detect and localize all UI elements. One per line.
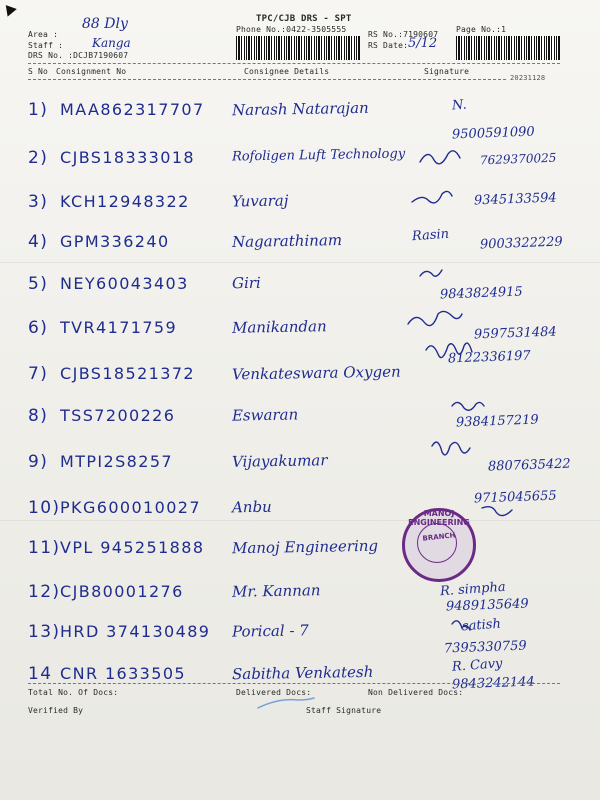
total-docs-label: Total No. Of Docs:	[28, 688, 119, 697]
row-phone-number: 9384157219	[455, 412, 539, 431]
row-consignee-name: Rofoligen Luft Technology	[231, 146, 406, 165]
row-consignee-name: Nagarathinam	[231, 231, 343, 251]
stamp-ring-text: MANOJ ENGINEERING	[408, 509, 470, 527]
row-phone-number: 9597531484	[473, 324, 557, 343]
row-serial-number: 8)	[28, 406, 49, 426]
row-consignment-number: VPL 945251888	[60, 538, 205, 557]
row-consignment-number: TVR4171759	[60, 318, 178, 337]
staff-signature-label: Staff Signature	[306, 706, 382, 715]
area-label: Area :	[28, 30, 59, 39]
row-consignee-name: Yuvaraj	[231, 191, 289, 211]
row-phone-number: 9489135649	[445, 596, 529, 615]
row-serial-number: 5)	[28, 274, 49, 294]
row-serial-number: 2)	[28, 148, 49, 168]
row-consignment-number: CJBS18521372	[60, 364, 195, 383]
row-serial-number: 6)	[28, 318, 49, 338]
staff-value: Kanga	[92, 36, 131, 50]
row-consignee-name: Manoj Engineering	[231, 536, 379, 558]
row-consignment-number: HRD 374130489	[60, 622, 211, 641]
delivered-docs-label: Delivered Docs:	[236, 688, 312, 697]
row-phone-number: 9500591090	[451, 124, 535, 143]
row-consignee-name: Venkateswara Oxygen	[231, 362, 401, 384]
row-consignment-number: CNR 1633505	[60, 664, 187, 683]
row-signature: Rasin	[411, 226, 450, 245]
row-serial-number: 14	[28, 664, 53, 684]
row-serial-number: 4)	[28, 232, 49, 252]
phone-number: Phone No.:0422-3505555	[236, 25, 347, 34]
row-consignment-number: GPM336240	[60, 232, 170, 251]
verified-by-label: Verified By	[28, 706, 84, 715]
row-consignee-name: Giri	[231, 273, 261, 293]
drs-number: DRS No. :DCJB7190607	[28, 51, 129, 60]
column-header-consignment: Consignment No	[56, 67, 127, 76]
staff-signature-mark	[256, 696, 316, 712]
row-consignment-number: PKG600010027	[60, 498, 201, 517]
row-serial-number: 11)	[28, 538, 61, 558]
row-serial-number: 10)	[28, 498, 61, 518]
row-phone-number: 9843242144	[451, 674, 535, 693]
column-header-signature: Signature	[424, 67, 470, 76]
non-delivered-docs-label: Non Delivered Docs:	[368, 688, 464, 697]
area-value: 88 Dly	[82, 16, 128, 32]
row-signature: satish	[461, 616, 502, 635]
row-phone-number: 7395330759	[443, 638, 527, 657]
row-phone-number: 9345133594	[473, 190, 557, 209]
staff-label: Staff :	[28, 41, 64, 50]
page-number: Page No.:1	[456, 25, 507, 34]
rs-date-value: 5/12	[408, 36, 438, 51]
stamp-center-text: BRANCH	[422, 531, 456, 543]
row-serial-number: 9)	[28, 452, 49, 472]
row-signature: R. simpha	[439, 579, 507, 600]
row-consignment-number: CJBS18333018	[60, 148, 195, 167]
rs-number: RS No.:7190607	[368, 30, 439, 39]
row-phone-number: 7629370025	[479, 150, 557, 168]
row-consignee-name: Manikandan	[231, 317, 327, 337]
row-consignee-name: Sabitha Venkatesh	[231, 662, 374, 684]
rs-date-label: RS Date:	[368, 41, 409, 50]
row-serial-number: 7)	[28, 364, 49, 384]
row-consignment-number: CJB80001276	[60, 582, 184, 601]
row-phone-number: 8122336197	[447, 348, 531, 367]
row-consignment-number: MTPI2S8257	[60, 452, 173, 471]
footer-divider	[28, 683, 560, 684]
row-serial-number: 1)	[28, 100, 49, 120]
row-consignee-name: Vijayakumar	[231, 451, 328, 471]
row-consignee-name: Anbu	[231, 497, 272, 517]
row-phone-number: 9003322229	[479, 234, 563, 253]
column-header-sno: S No	[28, 67, 49, 76]
row-signature: R. Cavy	[451, 656, 503, 675]
row-consignment-number: KCH12948322	[60, 192, 190, 211]
row-phone-number: 9843824915	[439, 284, 523, 303]
print-date: 20231128	[510, 74, 546, 82]
row-consignee-name: Mr. Kannan	[231, 581, 321, 601]
row-phone-number: 8807635422	[487, 456, 571, 475]
sheet-title: TPC/CJB DRS - SPT	[256, 14, 352, 24]
row-consignment-number: MAA862317707	[60, 100, 205, 119]
row-consignee-name: Narash Natarajan	[231, 98, 369, 120]
row-serial-number: 13)	[28, 622, 61, 642]
row-consignment-number: TSS7200226	[60, 406, 176, 425]
row-consignment-number: NEY60043403	[60, 274, 189, 293]
row-phone-number: 9715045655	[473, 488, 557, 507]
row-serial-number: 3)	[28, 192, 49, 212]
row-serial-number: 12)	[28, 582, 61, 602]
row-consignee-name: Eswaran	[231, 405, 299, 425]
row-signature: N.	[451, 97, 468, 114]
column-header-consignee: Consignee Details	[244, 67, 330, 76]
row-consignee-name: Porical - 7	[231, 621, 309, 641]
